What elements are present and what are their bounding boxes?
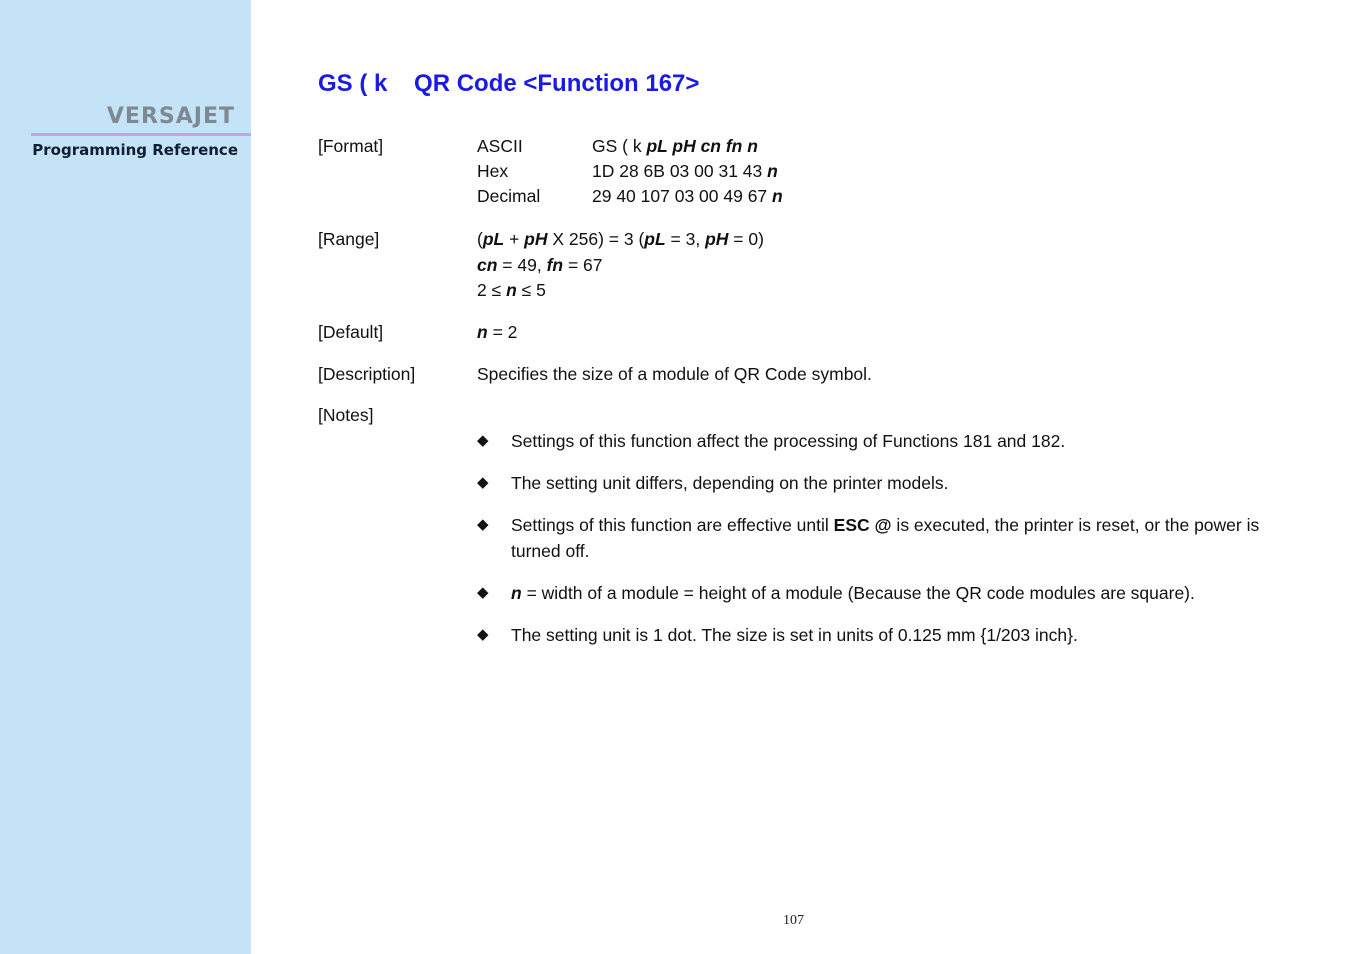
format-params: n [767,161,778,181]
range-text: ≤ 5 [516,280,546,300]
range-param: n [506,280,517,300]
range-text: 2 ≤ [477,280,507,300]
range-text: = 3, [665,229,706,249]
range-line-3 [477,278,546,303]
note-text [511,512,1271,564]
brand-divider [31,133,251,136]
default-param: n [477,322,488,342]
note-text: The setting unit differs, depending on the printer models. [511,473,949,493]
diamond-bullet-icon: ◆ [477,516,489,533]
page-number: 107 [783,913,804,928]
range-param: fn [546,255,564,275]
range-param: pH [524,229,548,249]
diamond-bullet-icon: ◆ [477,474,489,491]
range-text: = 49, [497,255,547,275]
range-text: = 67 [563,255,603,275]
format-label: [Format] [318,136,384,156]
range-text: X 256) = 3 ( [547,229,645,249]
format-value-hex [592,159,778,184]
range-param: pH [705,229,729,249]
note-text-part: Settings of this function are effective until [511,515,834,535]
sidebar [0,0,251,954]
note-text-part: is executed, the printer is reset, or the power is turned off. [511,515,1260,561]
function-title: QR Code <Function 167> [414,70,700,97]
command-name: GS ( k [318,70,388,97]
range-line-1 [477,227,764,252]
default-value [477,320,517,345]
format-plain: GS ( k [592,136,647,156]
format-params: pL pH cn fn n [646,136,758,156]
note-text: Settings of this function affect the processing of Functions 181 and 182. [511,431,1066,451]
format-kind-hex: Hex [477,161,509,181]
note-text-part: = width of a module = height of a module (Because the QR code modules are square). [521,583,1195,603]
default-label: [Default] [318,322,384,342]
format-value-decimal [592,184,783,209]
diamond-bullet-icon: ◆ [477,584,489,601]
range-text: = 0) [728,229,764,249]
range-text: + [504,229,525,249]
description-label: [Description] [318,364,416,384]
range-param: pL [644,229,666,249]
description-text: Specifies the size of a module of QR Code symbol. [477,364,872,384]
format-plain: 29 40 107 03 00 49 67 [592,186,773,206]
note-text: The setting unit is 1 dot. The size is set in units of 0.125 mm {1/203 inch}. [511,625,1078,645]
format-kind-decimal: Decimal [477,186,541,206]
range-label: [Range] [318,229,380,249]
diamond-bullet-icon: ◆ [477,626,489,643]
notes-label: [Notes] [318,405,374,425]
range-param: pL [482,229,505,249]
default-text: = 2 [487,322,518,342]
note-text [511,580,1271,606]
diamond-bullet-icon: ◆ [477,432,489,449]
document-subtitle: Programming Reference [32,141,238,159]
range-param: cn [477,255,498,275]
format-kind-ascii: ASCII [477,136,523,156]
note-param: n [511,583,522,603]
range-line-2 [477,253,603,278]
format-plain: 1D 28 6B 03 00 31 43 [592,161,768,181]
note-command: ESC @ [833,515,892,535]
brand-logo: VERSAJET [106,104,235,129]
page-content [318,0,1318,954]
format-params: n [772,186,783,206]
format-value-ascii [592,134,758,159]
page-title [318,70,699,98]
range-text: ( [477,229,483,249]
